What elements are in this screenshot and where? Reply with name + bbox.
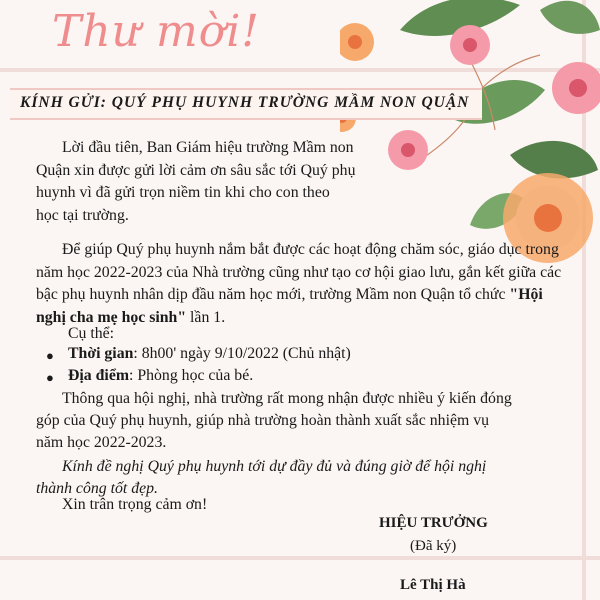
request-line-1: Kính đề nghị Quý phụ huynh tới dự đầy đủ và đúng giờ để hội nghị [62, 458, 487, 475]
closing-line: Xin trân trọng cảm ơn! [62, 496, 208, 513]
purpose-text: Để giúp Quý phụ huynh nắm bắt được các hoạt động chăm sóc, giáo dục trong năm học 2022-2023 của Nhà trường cũng như tạo cơ hội giao lưu, gắn kết giữa các bậc phụ huynh nhân dịp đầu năm học mới, trường Mầm non Quận tổ chức [36, 241, 562, 303]
recipient-label: KÍNH GỬI: QUÝ PHỤ HUYNH TRƯỜNG MẦM NON QUẬN [20, 94, 470, 111]
page-title: Thư mời! [52, 6, 260, 57]
pink-flower-icon [552, 62, 600, 114]
pink-flower-icon [450, 25, 490, 65]
event-name: "Hội nghị cha mẹ học sinh" [36, 286, 543, 326]
recipient-banner [10, 88, 482, 120]
purpose-paragraph [36, 239, 562, 329]
signature-status: (Đã ký) [410, 538, 457, 554]
specifics-label: Cụ thể: [68, 325, 115, 342]
location-label: Địa điểm [68, 367, 129, 384]
location-value: : Phòng học của bé. [129, 367, 254, 384]
peach-flower-icon [340, 23, 374, 61]
signature-role: HIỆU TRƯỞNG [379, 515, 488, 531]
time-item [68, 345, 351, 363]
thanks-line-1: Thông qua hội nghị, nhà trường rất mong nhận được nhiều ý kiến đóng [62, 390, 512, 407]
pink-flower-icon [388, 130, 428, 170]
thanks-line-3: năm học 2022-2023. [36, 434, 167, 451]
request-line-2: thành công tốt đẹp. [36, 480, 158, 497]
thanks-line-2: góp của Quý phụ huynh, giúp nhà trường hoàn thành xuất sắc nhiệm vụ [36, 412, 490, 429]
intro-paragraph: Lời đầu tiên, Ban Giám hiệu trường Mầm non Quận xin được gửi lời cảm ơn sâu sắc tới Quý phụ huynh vì đã gửi trọn niềm tin khi cho con theo học tại trường. [36, 139, 356, 224]
time-value: : 8h00' ngày 9/10/2022 (Chủ nhật) [133, 345, 351, 362]
bullet-icon: ● [46, 370, 54, 385]
time-label: Thời gian [68, 345, 134, 362]
location-item [68, 367, 253, 385]
bullet-icon: ● [46, 348, 54, 363]
background-line [0, 556, 600, 560]
purpose-suffix: lần 1. [186, 308, 226, 326]
signature-name: Lê Thị Hà [400, 577, 466, 593]
